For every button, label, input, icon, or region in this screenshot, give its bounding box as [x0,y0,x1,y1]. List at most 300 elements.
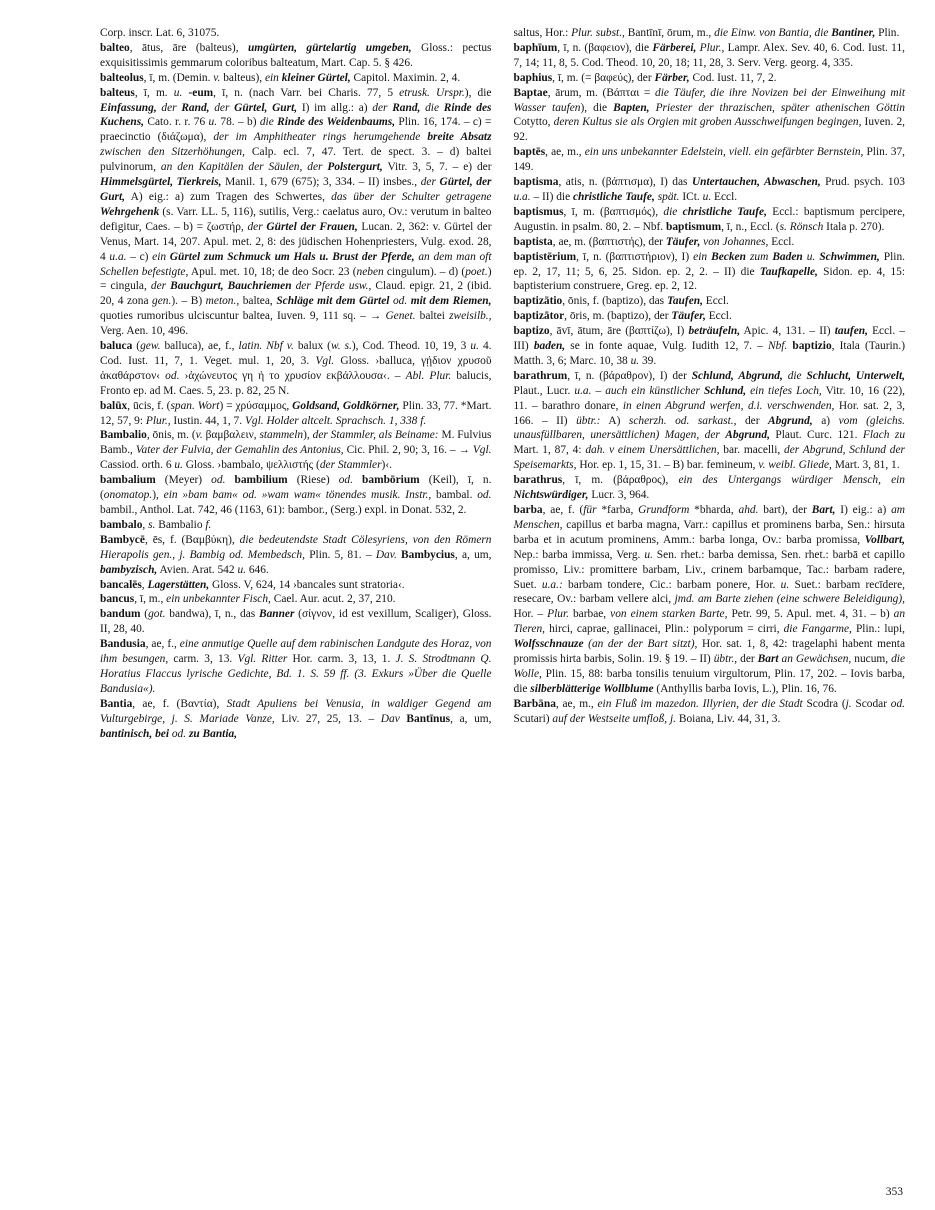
text-run: poet. [465,265,488,278]
text-run: s. [148,518,156,531]
text-run: , Itala (Taurin.) Matth. 3, 6; Marc. 10, 38 [513,340,905,367]
text-run: , ae, m., [545,146,585,159]
text-run: ein tiefes Loch, [746,384,822,397]
text-run: , ae, m., [555,697,598,710]
text-run: gen. [152,295,172,308]
text-run: Eccl. [711,190,738,203]
text-run: baden, [533,340,566,353]
text-run: Grundform [638,504,690,516]
dictionary-entry [100,697,492,742]
text-run: Bambalio [155,518,206,531]
text-run: mit dem Riemen, [410,295,492,308]
text-run: ( [140,608,149,621]
text-run: bambilium [234,474,288,487]
text-run: Schlund, [703,384,747,397]
text-run: die Fangarme, [783,623,852,636]
dictionary-entry [514,205,906,235]
text-run: v. weibl. Gliede, [758,459,832,472]
text-run: (Keil), ī, n. ( [100,474,492,502]
text-run: ein Fluß im mazedon. Illyrien, der die Stadt [597,697,803,710]
text-run: baptizātor [513,310,565,323]
text-run: die bedeutendste Stadt Cölesyriens, von den Römern Hierapolis gen., j. Bambig od. Membedsch, [100,533,492,561]
text-run: Bambycius [401,548,455,561]
text-run: cingulum). – d) ( [383,265,466,278]
text-run: von einem starken Barte, [610,608,728,621]
text-run: , āvī, ātum, āre (βαπτίζω), I) [549,325,689,338]
text-run: Claud. epigr. 21, 2 (ibid. 20, 4 zona [100,280,492,308]
text-run: von Johannes, [700,235,769,248]
text-run: umgürten, gürtelartig umgeben, [247,41,412,54]
text-run: u.a.: [541,578,563,591]
text-run: beträufeln, [688,325,741,338]
text-run: barathrum [513,369,568,382]
text-run: A) [600,414,629,427]
text-run: der Pferde usw., [291,280,372,293]
text-run: ahd. [738,504,759,516]
text-run: kleiner Gürtel, [281,71,351,84]
text-run: Corp. inscr. Lat. 6, 31075. [100,27,220,39]
text-run: ) = cingula, [100,265,492,293]
text-run: baptizio [792,340,832,353]
text-run: Untertauchen, Abwaschen, [691,176,821,189]
text-run: taufen, [834,325,868,338]
text-run: nucum, [851,653,892,666]
text-run: Hor. sat. 2, 3, 166. – II) [513,399,905,427]
text-run: Itala p. 270). [823,220,885,233]
text-run: Schlund, Abgrund, [691,369,783,382]
text-run: (Riese) [287,474,339,487]
text-run: ). – B) [171,295,206,308]
text-run: Eccl. [768,235,795,248]
text-run: od. [165,369,180,382]
text-run: Plur., [696,41,725,54]
text-run: Scodar [851,697,891,710]
text-run: breite Absatz [427,131,492,144]
text-run: baptistērium [513,250,577,263]
text-run [225,474,234,486]
text-run: ein unbekannter Fisch, [166,593,271,606]
text-run: Nep.: barba immissa, Verg. [513,548,645,561]
text-run: se in fonte aquae, Vulg. Iudith 12, 7. – [565,340,768,353]
text-run: u. [630,354,640,367]
text-run: , ae, f. (Βαντία), [132,697,227,710]
text-run: latin. Nbf v. [238,340,294,353]
text-run: barbam tondere, Cic.: barbam ponere, Hor. [562,578,781,591]
text-run: Boiana, Liv. 44, 31, 3. [676,712,781,725]
text-run: Apic. 4, 131. – II) [740,325,835,338]
text-run: die [259,116,278,129]
text-run: Manil. 1, 679 (675); 3, 334. – II) insbes., [221,176,421,189]
text-run: Taufen, [666,295,703,308]
text-run: u.a. [109,250,127,263]
text-run: auf der Westseite umfloß, j. [552,712,677,725]
text-run: (σίγνον, id est vexillum, Scaliger), Gloss. II, 28, 40. [100,608,492,636]
dictionary-entry [514,86,906,146]
text-run: Apul. met. 10, 18; de deo Socr. 23 ( [188,265,357,278]
text-run: , ōnis, f. (baptizo), das [562,295,667,308]
text-run: Lagerstätten, [147,578,210,591]
text-run: Calp. ecl. 7, 47. Tert. de spect. 3. – d) baltei pulvinorum, [100,146,492,174]
text-run: Plur. [547,608,569,621]
text-run: Bantīnus [406,712,451,725]
text-run: Plaut. Curc. 121. [769,429,863,442]
text-run: Hor. ep. 1, 15, 31. – B) bar. femineum, [576,459,759,472]
text-run: Plin. 37, 149. [513,146,905,174]
text-run: Vater der Fulvia, der Gemahlin des Antonius, [135,444,344,457]
text-run: bambalo [100,518,143,531]
text-run: onomatop. [103,489,153,502]
text-run: , a, um, [454,548,492,561]
text-run: bambalium [100,474,156,487]
dictionary-entry [100,428,492,473]
text-run: bancalēs [100,578,142,591]
text-run: Flach zu [862,429,906,442]
text-run: (an der der Bart sitzt), [583,638,698,651]
text-run: Avien. Arat. 542 [157,563,238,576]
dictionary-entry [514,697,906,727]
text-run: , [142,518,149,531]
text-run: Baptae [513,86,548,99]
text-run: übtr., [713,653,738,666]
text-run: ein [264,71,282,84]
text-run: , ī, m. (= βαφεύς), der [552,71,655,84]
text-run: baptismus [513,205,564,218]
text-run: od. [211,474,226,487]
text-run: u.a. – auch ein künstlicher [574,384,704,397]
text-run: christliche Taufe, [682,205,767,218]
dictionary-entry [514,324,906,369]
dictionary-entry [100,26,492,41]
text-run: Plin. [875,27,900,39]
text-run: Rand, [392,101,421,114]
dictionary-entry [514,235,906,250]
text-run: Scodra ( [802,697,846,710]
dictionary-entry [514,26,906,41]
text-run: Baden [772,250,807,263]
text-run: ), Cod. Theod. 10, 19, 3 [351,340,471,353]
text-run: balteus), [220,71,265,84]
text-run: ), [303,429,313,442]
text-run: Gürtel der Frauen, [266,220,358,233]
text-run: für [583,504,597,516]
text-run: Abgrund, [768,414,813,427]
text-run: Mart. 1, 87, 4: [513,444,586,457]
text-run: Wolfsschnauze [513,638,584,651]
dictionary-entry [514,71,906,86]
text-run: Lucr. 3, 964. [588,489,650,502]
text-run: , ae, m. (βαπτιστής), der [552,235,666,248]
text-run: Priester der thrazischen, später athenischen Göttin [649,101,905,114]
text-run: Vollbart, [864,533,905,546]
text-run: Täufer, [665,235,701,248]
text-run: deren Kultus sie als Orgien mit groben Ausschweifungen begingen, [553,116,862,129]
text-run: , ōnis, m. ( [146,429,196,442]
text-run: ), die [580,101,614,114]
text-run: Cato. r. r. 76 [144,116,209,129]
text-run: ein des Untergangs würdiger Mensch, ein [678,474,905,487]
text-run: Plur. subst., [571,27,625,39]
text-run: )‹. [381,459,392,472]
text-run: Barbāna [513,697,556,710]
text-run: übtr.: [576,414,601,427]
text-run: Becken [711,250,750,263]
text-run: Taufkapelle, [759,265,818,278]
text-run: balteo [100,41,130,54]
text-run: Plin. 5, 81. – [304,548,376,561]
text-run: Abl. Plur. [405,369,452,382]
text-run: , ae, f., [145,638,180,651]
text-run: 646. [245,563,269,576]
text-run: got. [148,608,166,621]
text-run: baptizo [513,325,550,338]
text-run: gew. [140,340,161,353]
text-run [353,474,362,486]
text-run: baptista [513,235,553,248]
text-run: od. [338,474,353,487]
text-run: an Tieren, [513,608,906,636]
text-run: balteolus [100,71,144,84]
text-run: die Täufer, die ihre Novizen bei der Einweihung mit Wasser taufen [513,86,905,114]
text-run: u. [174,459,183,472]
text-run: Wehrgehenk [100,205,160,218]
text-run: Plin.: lupi, [851,623,905,636]
text-run: jmd. am Barte ziehen (eine schwere Beleidigung), [674,593,905,606]
text-run: Vgl. Holder altcelt. Sprachsch. 1, 338 f. [244,414,427,427]
text-run: Cotytto, [513,116,554,129]
text-run: , ī, m., [134,593,167,606]
text-run: Eccl. – III) [513,325,905,353]
dictionary-entry [514,145,906,175]
text-run: Verg. Aen. 10, 496. [100,325,189,338]
text-run: eine anmutige Quelle auf dem rabinischen Landgute des Horaz, von ihm besungen, [100,638,492,666]
dictionary-entry [514,503,906,697]
text-run: vom (gleichs. unausfüllbaren, unersättlichen) Magen, der [513,414,905,442]
text-run: die [420,101,444,114]
text-run: ›ἀχώνευτος γη ἡ το χρυσίον εκβάλλουσα‹. – [179,369,406,382]
dictionary-entry [100,41,492,71]
text-run: Liv. 27, 25, 13. – [274,712,381,725]
text-run: bantinisch, bei [100,727,169,740]
text-run: Plin. ep. 2, 17, 11; 5, 6, 25. Sidon. ep. 2, 2. – II) die [513,250,906,278]
text-run: , ī, m. (βάραθρος), [562,474,679,487]
text-run: Eccl. [702,295,729,308]
text-run: Stadt Apuliens bei Venusia, in waldiger Gegend am Vulturgebirge, j. S. Mariade Vanze, [100,697,492,725]
text-run: (s. Varr. LL. 5, 116), sutilis, Verg.: caelatus auro, Ov.: verutum in balteo defigitur, Caes. – b) = ζωστήρ, [100,205,492,233]
text-run: bandum [100,608,141,621]
text-run: -eum [188,86,214,99]
text-run: ein [693,250,712,263]
text-run: ( [132,340,141,353]
text-run: etrusk. Urspr. [399,86,465,99]
text-run: , ī, m. [134,86,174,99]
text-run: silberblätterige Wollblume [530,682,654,695]
text-run: (Anthyllis barba Iovis, L.), Plin. 16, 76. [653,682,837,695]
text-run: Bart [757,653,779,666]
text-run: Gürtel, Gurt, [234,101,298,114]
text-run: Himmelsgürtel, Tierkreis, [100,176,222,189]
text-run: od. [890,697,905,710]
text-run: ein uns unbekannter Edelstein, viell. ein gefärbter Bernstein, [584,146,864,159]
text-run: der [150,280,171,293]
text-run: u. [237,563,246,576]
text-run: Bart, [811,504,836,516]
dictionary-entry [514,294,906,309]
text-run: zweisilb., [449,310,492,323]
text-run: Rinde des Weidenbaums, [277,116,396,129]
text-run: an den Kapitälen der Säulen, der [160,161,328,174]
text-run: ) = χρύσαμμος, [219,399,293,412]
text-run: baptizātio [513,295,563,308]
left-column [100,26,492,742]
text-run: 4. Cod. Iust. 11, 7, 1. Veget. mul. 1, 20, 3. [100,340,492,367]
dictionary-entry [514,250,906,295]
text-run: , ūcis, f. ( [127,399,171,412]
dictionary-entry [100,86,492,339]
text-run: balūx [100,399,128,412]
text-run: der [372,101,393,114]
text-run: Bantia [100,697,133,710]
text-run: , ī, n., Eccl. ( [721,220,780,233]
text-run: der [737,653,758,666]
text-run: Hor. sat. 1, 8, 42: tragelaphi habent menta promissis hirta barbis, Solin. 19. § 19. – II) [513,638,906,666]
text-run: Dav. [375,548,397,561]
dictionary-entry [100,71,492,86]
text-run: Vgl. Ritter [237,653,288,666]
text-run: Bandusia [100,638,146,651]
dictionary-entry [100,578,492,593]
text-run: Eccl.: baptismum percipere, Augustin. in psalm. 80, 2. – Nbf. [513,205,905,233]
text-run: Schlucht, Unterwelt, [806,369,905,382]
text-run: in einen Abgrund werfen, d.i. verschwenden, [622,399,835,412]
text-run: Einfassung, [100,101,157,114]
text-run: Gürtel, der Gurt, [100,176,492,203]
text-run: Cod. Iust. 11, 7, 2. [689,71,777,84]
text-run: bart), der [758,504,812,516]
text-run: a) [812,414,839,427]
text-run: bambyzisch, [100,563,158,576]
text-run: , a, um, [450,712,492,725]
text-run: u. [644,548,653,561]
text-run: capillus et barba magna, Varr.: capillus et prominens barba, Sen.: hirsuta barba et in acutum prominens, Amm.: barba longa, Ov.: barba promissa, [513,518,905,546]
text-run: Gloss. ›balluca, γῄδιον χρυσοῦ ἀκαθάρστον‹ [100,354,492,382]
text-run: Schwimmen, [819,250,880,263]
text-run: od. [477,489,492,502]
text-run: der Stammler [319,459,382,472]
text-run: baphius [513,71,553,84]
right-column [514,26,906,742]
text-run: der [156,101,182,114]
text-run: quoties rumoribus ulciscuntur baltea, Iuven. 9, 111 sq. – → [100,310,386,323]
text-run: u. [208,116,218,129]
text-run: bancus [100,593,135,606]
text-run: Vitr. 10, 16 (22), 11. – barathro donare, [513,384,905,412]
text-run: , ārum, m. (Βάπται = [547,86,656,99]
text-run: , ātus, āre (balteus), [129,41,248,54]
text-run: Goldsand, Goldkörner, [292,399,400,412]
text-run: christliche Taufe, [572,190,655,203]
text-run: – c) [126,250,153,263]
page-number: 353 [885,1186,903,1198]
dictionary-entry [100,473,492,518]
text-run: der [209,101,235,114]
text-run: A) eig.: a) zum Tragen des Schwertes, [125,190,332,203]
text-run: M. Fulvius Bamb., [100,429,492,457]
text-run: baphīum [513,41,558,54]
text-run: Dav [380,712,400,725]
text-run: Capitol. Maximin. 2, 4. [350,71,461,84]
text-run: bambōrium [362,474,420,487]
text-run: Vgl. [315,354,335,367]
dictionary-entry [514,175,906,205]
text-run: Gürtel zum Schmuck um Hals u. Brust der Pferde, [169,250,415,263]
text-run: *bharda, [689,504,739,516]
text-run: der [420,176,440,189]
text-run: Cic. Phil. 2, 90; 3, 16. – → [343,444,473,457]
text-run: Iustin. 44, 1, 7. [170,414,245,427]
text-run: f. [205,518,212,531]
text-run: die [663,205,683,218]
text-run: Rand, [181,101,210,114]
text-run: stammeln [259,429,304,442]
text-run: Plaut., Lucr. [513,384,575,397]
text-run: Banner [258,608,295,621]
text-run: das über der Schulter getragene [331,190,492,203]
text-run: βαμβαλειν, [202,429,260,442]
text-run: Cael. Aur. acut. 2, 37, 210. [270,593,396,606]
text-run: dah. v einem Unersättlichen, [585,444,720,457]
text-run: , ī, m. (βαπτισμός), [563,205,664,218]
text-run: Vitr. 3, 5, 7. – e) der [382,161,492,174]
text-run: Mart. 3, 81, 1. [831,459,900,472]
text-run: der Abgrund, Schlund der Speisemarkts, [513,444,905,472]
text-run: Plin. 33, 77. *Mart. 12, 57, 9: [100,399,492,427]
text-run: zum [749,250,773,263]
text-run: zu Bantia, [188,727,238,740]
text-run: bar. macelli, [719,444,785,457]
text-run: Lucan. 2, 362: v. Gürtel der Venus, Mart. 14, 207. Apul. met. 2, 8: des jüdischen Hohenpriesters, Vulg. exod. 28, 4 [100,220,492,263]
text-run: , ī, n. (βαπτιστήριον), I) [576,250,694,263]
text-run: (Meyer) [155,474,212,487]
text-run: Plin. 15, 88: barba tonsilis tenuium virgultorum, Plin. 17, 202. – Iovis barba, die [513,667,905,695]
text-run: Sen. rhet.: barba demissa, Sen. rhet.: barbā et capillo promisso, Liv.: promittere barbam, Liv., crinem barbamque, Tac.: barbam radere, Suet. [513,548,905,591]
text-run: der [736,414,769,427]
text-run: u. [702,190,712,203]
text-run: balluca), ae, f., [160,340,239,353]
text-run: Gloss. V, 624, 14 ›bancales sunt stratoria‹. [209,578,405,591]
text-run: bambil., Anthol. Lat. 742, 46 (1163, 61): bambor., (Serg.) expl. in Donat. 532, 2. [100,504,467,516]
text-run: ICt. [679,190,703,203]
text-run: J. S. Strodtmann Q. Horatius Flaccus lyrische Gedichte, Bd. 1. S. 59 ff. (3. Exkurs »Über die Quelle Bandusia«). [100,653,492,695]
text-run: die Wolle, [513,653,905,680]
text-run: am Menschen, [513,504,905,531]
text-run: Polstergurt, [327,161,383,174]
text-run: ), die [464,86,492,99]
text-run: Petr. 99, 5. Apul. met. 4, 31. – b) [727,608,894,621]
dictionary-entry [100,533,492,578]
text-run: die [782,369,807,382]
text-run: ein [152,250,170,263]
text-run: Bambalio [100,429,147,442]
text-run: Vgl. [472,444,492,457]
text-run: bambal. [431,489,478,502]
dictionary-entry [100,607,492,637]
text-run: Bantīnī, ōrum, m., [624,27,715,39]
text-run: I) eig.: a) [835,504,892,516]
text-run: I) im allg.: a) [297,101,373,114]
text-run: an Gewächsen, [778,653,852,666]
text-run: Hor. carm. 3, 13, 1. [287,653,396,666]
text-run: carm. 3, 13. [168,653,238,666]
